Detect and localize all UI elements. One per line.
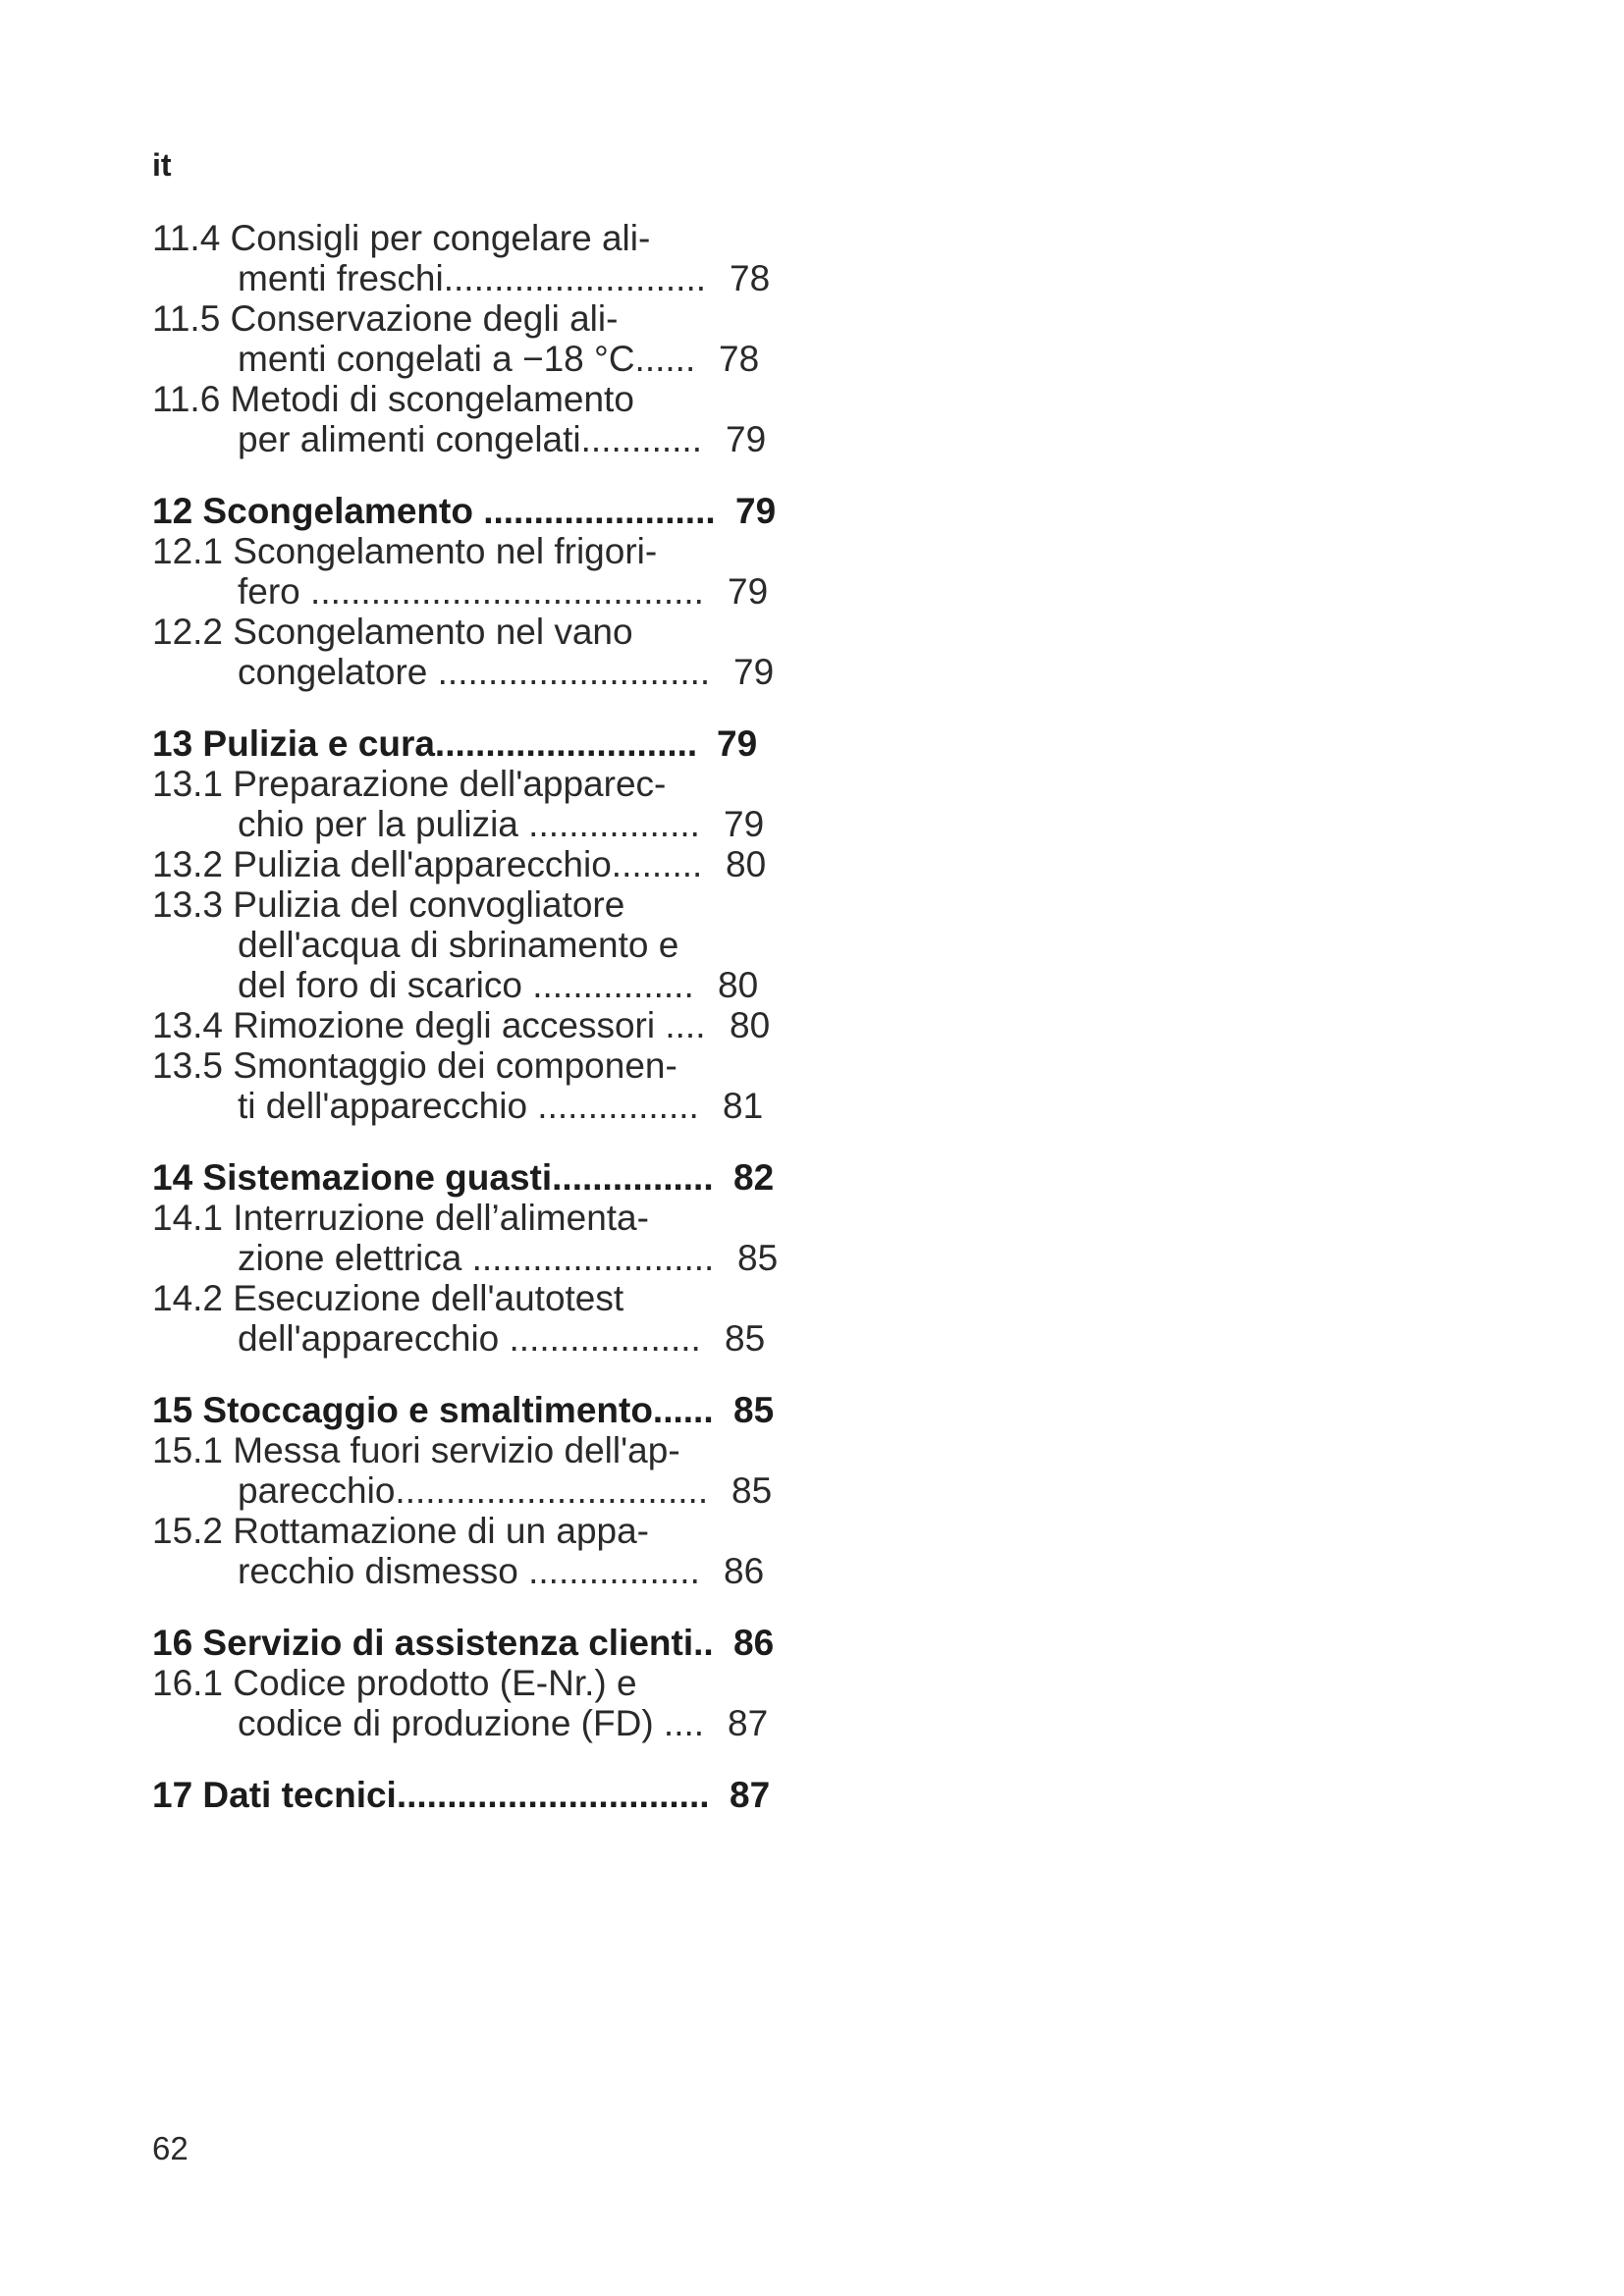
- toc-entry: [152, 379, 800, 419]
- toc-page-number: 79: [728, 571, 769, 612]
- toc-page-number: 79: [726, 419, 767, 459]
- toc-entry: [152, 258, 800, 298]
- toc-page-number: 85: [733, 1390, 775, 1430]
- toc-chapter: [152, 723, 800, 764]
- toc-entry: [152, 339, 800, 379]
- toc-entry: [152, 571, 800, 612]
- toc-entry-title: 14.2 Esecuzione dell'autotest: [152, 1278, 624, 1318]
- toc-entry-title: 14 Sistemazione guasti................: [152, 1157, 714, 1198]
- toc-entry-title: recchio dismesso .................: [238, 1551, 700, 1591]
- toc-entry-title: 13.5 Smontaggio dei componen-: [152, 1045, 677, 1086]
- toc-entry-title: 13.2 Pulizia dell'apparecchio.........: [152, 844, 703, 884]
- toc-entry-title: 13 Pulizia e cura..........................: [152, 723, 698, 764]
- toc-page-number: 82: [733, 1157, 775, 1198]
- toc-entry: [152, 218, 800, 258]
- toc-chapter: [152, 1157, 800, 1198]
- toc-entry: [152, 1430, 800, 1470]
- toc-entry-title: menti freschi..........................: [238, 258, 707, 298]
- toc-entry: [152, 1511, 800, 1551]
- toc-page-number: 79: [735, 491, 777, 531]
- toc-entry-title: 16.1 Codice prodotto (E-Nr.) e: [152, 1663, 637, 1703]
- toc-entry: [152, 1551, 800, 1591]
- toc-entry-title: 11.5 Conservazione degli ali-: [152, 298, 619, 339]
- language-label: it: [152, 147, 172, 183]
- toc-entry-title: menti congelati a −18 °C......: [238, 339, 696, 379]
- toc-entry: [152, 1663, 800, 1703]
- toc-entry-title: per alimenti congelati............: [238, 419, 702, 459]
- toc-entry: [152, 1238, 800, 1278]
- toc-page-number: 86: [724, 1551, 765, 1591]
- toc-entry-title: 15.1 Messa fuori servizio dell'ap-: [152, 1430, 680, 1470]
- toc-page-number: 81: [723, 1086, 764, 1126]
- toc-entry-title: 12 Scongelamento .......................: [152, 491, 716, 531]
- toc-entry: [152, 652, 800, 692]
- toc-entry: [152, 884, 800, 925]
- toc-entry-title: 14.1 Interruzione dell’alimenta-: [152, 1198, 649, 1238]
- toc-entry-title: zione elettrica ........................: [238, 1238, 715, 1278]
- toc-entry: [152, 1086, 800, 1126]
- toc-chapter: [152, 1623, 800, 1663]
- toc-page-number: 86: [733, 1623, 775, 1663]
- toc-entry-title: chio per la pulizia .................: [238, 804, 700, 844]
- toc-entry: [152, 804, 800, 844]
- toc-entry: [152, 1045, 800, 1086]
- toc-page-number: 87: [730, 1775, 771, 1815]
- toc-entry-title: parecchio...............................: [238, 1470, 709, 1511]
- toc-page-number: 78: [730, 258, 771, 298]
- toc-entry-title: dell'acqua di sbrinamento e: [238, 925, 679, 965]
- toc-page-number: 85: [725, 1318, 766, 1359]
- toc-entry: [152, 1198, 800, 1238]
- toc-entry-title: 11.6 Metodi di scongelamento: [152, 379, 634, 419]
- toc-entry: [152, 925, 800, 965]
- toc-chapter: [152, 1390, 800, 1430]
- toc-entry-title: 17 Dati tecnici...............................: [152, 1775, 710, 1815]
- toc-chapter: [152, 1775, 800, 1815]
- toc-chapter: [152, 491, 800, 531]
- toc-page-number: 85: [731, 1470, 773, 1511]
- toc-entry-title: 12.2 Scongelamento nel vano: [152, 612, 633, 652]
- toc-entry: [152, 764, 800, 804]
- toc-page-number: 79: [724, 804, 765, 844]
- toc-entry: [152, 1703, 800, 1743]
- toc-entry: [152, 1470, 800, 1511]
- toc-entry: [152, 612, 800, 652]
- toc-entry: [152, 1005, 800, 1045]
- toc-entry-title: del foro di scarico ................: [238, 965, 694, 1005]
- toc-entry-title: 11.4 Consigli per congelare ali-: [152, 218, 651, 258]
- table-of-contents: [152, 218, 800, 1815]
- toc-entry: [152, 1278, 800, 1318]
- toc-entry-title: fero .......................................: [238, 571, 704, 612]
- toc-entry-title: ti dell'apparecchio ................: [238, 1086, 699, 1126]
- toc-entry: [152, 419, 800, 459]
- toc-page-number: 79: [717, 723, 758, 764]
- toc-entry: [152, 298, 800, 339]
- toc-entry-title: 15.2 Rottamazione di un appa-: [152, 1511, 650, 1551]
- toc-entry-title: dell'apparecchio ...................: [238, 1318, 701, 1359]
- toc-entry-title: 13.4 Rimozione degli accessori ....: [152, 1005, 706, 1045]
- toc-entry: [152, 965, 800, 1005]
- toc-entry-title: 16 Servizio di assistenza clienti..: [152, 1623, 714, 1663]
- toc-page-number: 78: [719, 339, 760, 379]
- toc-entry-title: 15 Stoccaggio e smaltimento......: [152, 1390, 714, 1430]
- toc-entry-title: codice di produzione (FD) ....: [238, 1703, 705, 1743]
- toc-entry: [152, 844, 800, 884]
- toc-page-number: 87: [728, 1703, 769, 1743]
- toc-entry: [152, 531, 800, 571]
- toc-page-number: 79: [733, 652, 775, 692]
- toc-page-number: 85: [737, 1238, 779, 1278]
- toc-page-number: 80: [730, 1005, 771, 1045]
- toc-entry-title: 12.1 Scongelamento nel frigori-: [152, 531, 658, 571]
- page-number: 62: [152, 2130, 189, 2166]
- toc-entry: [152, 1318, 800, 1359]
- toc-entry-title: 13.3 Pulizia del convogliatore: [152, 884, 625, 925]
- toc-page-number: 80: [718, 965, 759, 1005]
- toc-entry-title: congelatore ...........................: [238, 652, 711, 692]
- toc-page-number: 80: [726, 844, 767, 884]
- toc-entry-title: 13.1 Preparazione dell'apparec-: [152, 764, 667, 804]
